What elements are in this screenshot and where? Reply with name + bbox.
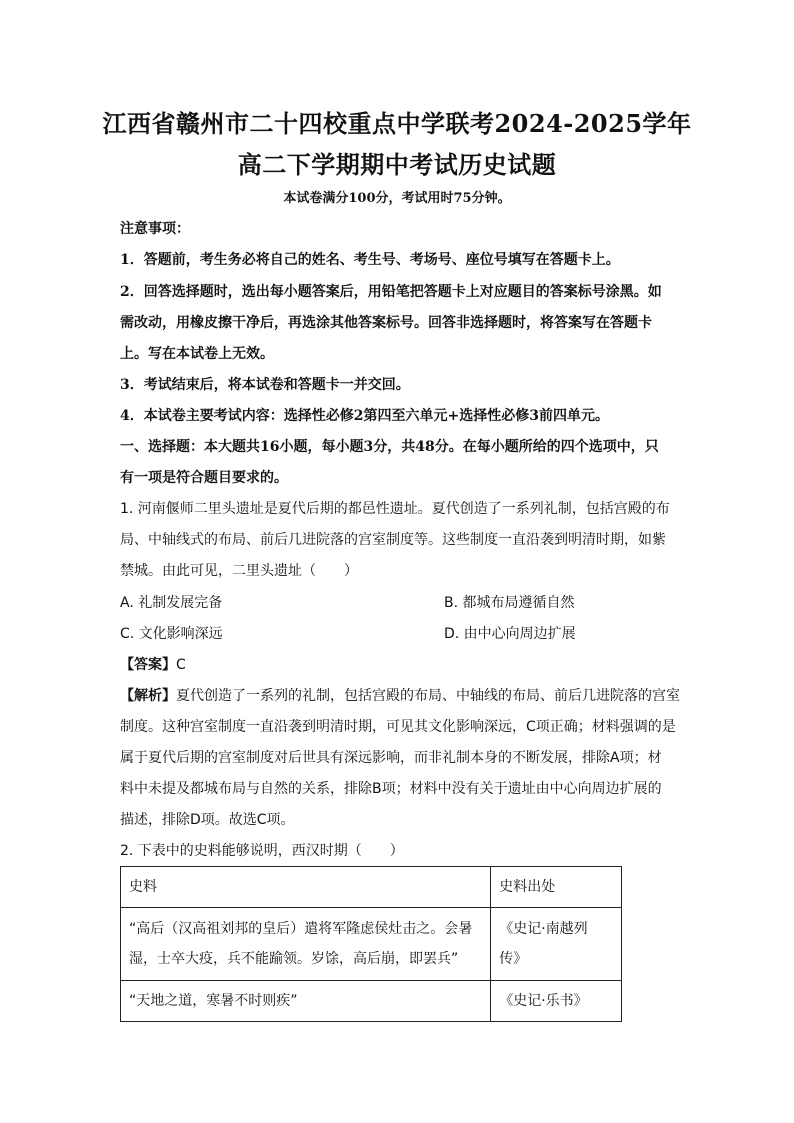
table-row [121,908,622,981]
q1-analysis-line: 描述，排除D项。故选C项。 [120,812,295,828]
notes-item: 上。写在本试卷上无效。 [120,346,274,362]
q1-option-a: A. 礼制发展完备 [120,595,223,611]
answer-value: C [176,657,186,673]
table-cell-text: “天地之道，寒暑不时则疾” [121,981,491,1022]
analysis-label: 【解析】 [120,688,176,704]
notes-item: 4．本试卷主要考试内容：选择性必修2第四至六单元+选择性必修3前四单元。 [120,408,609,424]
q1-analysis-line [120,685,680,705]
q1-stem-line: 1. 河南偃师二里头遗址是夏代后期的都邑性遗址。夏代创造了一系列礼制，包括宫殿的布 [120,501,670,517]
source-table [120,866,622,1022]
title-line-1: 江西省赣州市二十四校重点中学联考2024-2025学年 [102,109,692,138]
q1-option-b: B. 都城布局遵循自然 [444,595,575,611]
notes-item: 需改动，用橡皮擦干净后，再选涂其他答案标号。回答非选择题时，将答案写在答题卡 [120,315,652,331]
q1-option-d: D. 由中心向周边扩展 [444,626,576,642]
section-heading-cont: 有一项是符合题目要求的。 [120,470,288,486]
q1-option-c: C. 文化影响深远 [120,626,223,642]
notes-item: 1．答题前，考生务必将自己的姓名、考生号、考场号、座位号填写在答题卡上。 [120,252,620,268]
analysis-text: 夏代创造了一系列的礼制，包括宫殿的布局、中轴线的布局、前后几进院落的宫室 [176,688,680,704]
q1-analysis-line: 属于夏代后期的宫室制度对后世具有深远影响，而非礼制本身的不断发展，排除A项；材 [120,750,662,766]
q1-analysis-line: 制度。这种宫室制度一直沿袭到明清时期，可见其文化影响深远，C项正确；材料强调的是 [120,719,676,735]
q1-answer [120,654,186,674]
table-header-row [121,867,622,908]
q1-stem-line: 禁城。由此可见，二里头遗址（ ） [120,563,358,579]
table-cell-source [491,908,622,981]
table-row [121,981,622,1022]
title-line-2: 高二下学期期中考试历史试题 [237,150,557,179]
cell-line: “高后（汉高祖刘邦的皇后）遣将军隆虑侯灶击之。会暑 [129,921,473,937]
answer-label: 【答案】 [120,657,176,673]
notes-heading: 注意事项： [120,221,190,237]
table-header-cell: 史料出处 [491,867,622,908]
q1-stem-line: 局、中轴线式的布局、前后几进院落的宫室制度等。这些制度一直沿袭到明清时期，如紫 [120,532,666,548]
exam-duration-note: 本试卷满分100分，考试用时75分钟。 [283,191,511,206]
table-cell-source: 《史记·乐书》 [491,981,622,1022]
notes-item: 3．考试结束后，将本试卷和答题卡一并交回。 [120,377,410,393]
cell-line: 《史记·南越列 [499,921,588,937]
q2-stem: 2. 下表中的史料能够说明，西汉时期（ ） [120,843,404,859]
table-header-cell: 史料 [121,867,491,908]
section-heading: 一、选择题：本大题共16小题，每小题3分，共48分。在每小题所给的四个选项中，只 [120,439,659,455]
cell-line: 湿，士卒大疫，兵不能踰领。岁馀，高后崩，即罢兵” [129,951,459,967]
table-cell-text [121,908,491,981]
notes-item: 2．回答选择题时，选出每小题答案后，用铅笔把答题卡上对应题目的答案标号涂黑。如 [120,284,662,300]
q1-analysis-line: 料中未提及都城布局与自然的关系，排除B项；材料中没有关于遗址由中心向周边扩展的 [120,781,662,797]
cell-line: 传》 [499,951,528,967]
